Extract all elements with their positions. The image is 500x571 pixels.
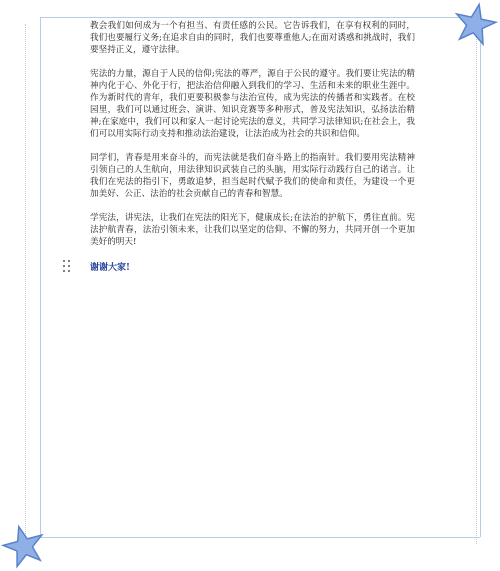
page-frame-bottom	[40, 537, 480, 538]
paragraph[interactable]: 宪法的力量，源自于人民的信仰;宪法的尊严，源自于公民的遵守。我们要让宪法的精神内化于心、外化于行，把法治信仰融入到我们的学习、生活和未来的职业生涯中。作为新时代的青年，我们更要积极参与法治宣传，成为宪法的传播者和实践者。在校园里，我们可以通过班会、演讲、知识竞赛等多种形式，普及宪法知识，弘扬法治精神;在家庭中，我们可以和家人一起讨论宪法的意义，共同学习法律知识;在社会上，我们可以用实际行动支持和推动法治建设，让法治成为社会的共识和信仰。	[90, 69, 415, 139]
document-body[interactable]	[90, 20, 415, 274]
paragraph[interactable]: 学宪法，讲宪法，让我们在宪法的阳光下，健康成长;在法治的护航下，勇往直前。宪法护航青春，法治引领未来，让我们以坚定的信仰、不懈的努力，共同开创一个更加美好的明天!	[90, 213, 415, 247]
page-frame-right	[480, 17, 481, 537]
paragraph[interactable]: 教会我们如何成为一个有担当、有责任感的公民。它告诉我们，在享有权利的同时，我们也要履行义务;在追求自由的同时，我们也要尊重他人;在面对诱惑和挑战时，我们要坚持正义，遵守法律。	[90, 21, 415, 55]
closing-block	[90, 262, 415, 274]
star-icon	[451, 0, 499, 48]
margin-guide-right	[476, 24, 477, 544]
star-icon	[0, 522, 48, 570]
page-frame-left	[40, 17, 41, 537]
paragraph[interactable]: 同学们，青春是用来奋斗的，而宪法就是我们奋斗路上的指南针。我们要用宪法精神引领自己的人生航向，用法律知识武装自己的头脑，用实际行动践行自己的诺言。让我们在宪法的指引下，勇敢追梦，担当起时代赋予我们的使命和责任，为建设一个更加美好、公正、法治的社会贡献自己的青春和智慧。	[90, 153, 415, 199]
margin-guide-left	[25, 24, 26, 544]
page-frame-top	[40, 17, 480, 18]
closing-text[interactable]: 谢谢大家!	[90, 263, 130, 273]
drag-handle-icon[interactable]	[63, 260, 71, 274]
